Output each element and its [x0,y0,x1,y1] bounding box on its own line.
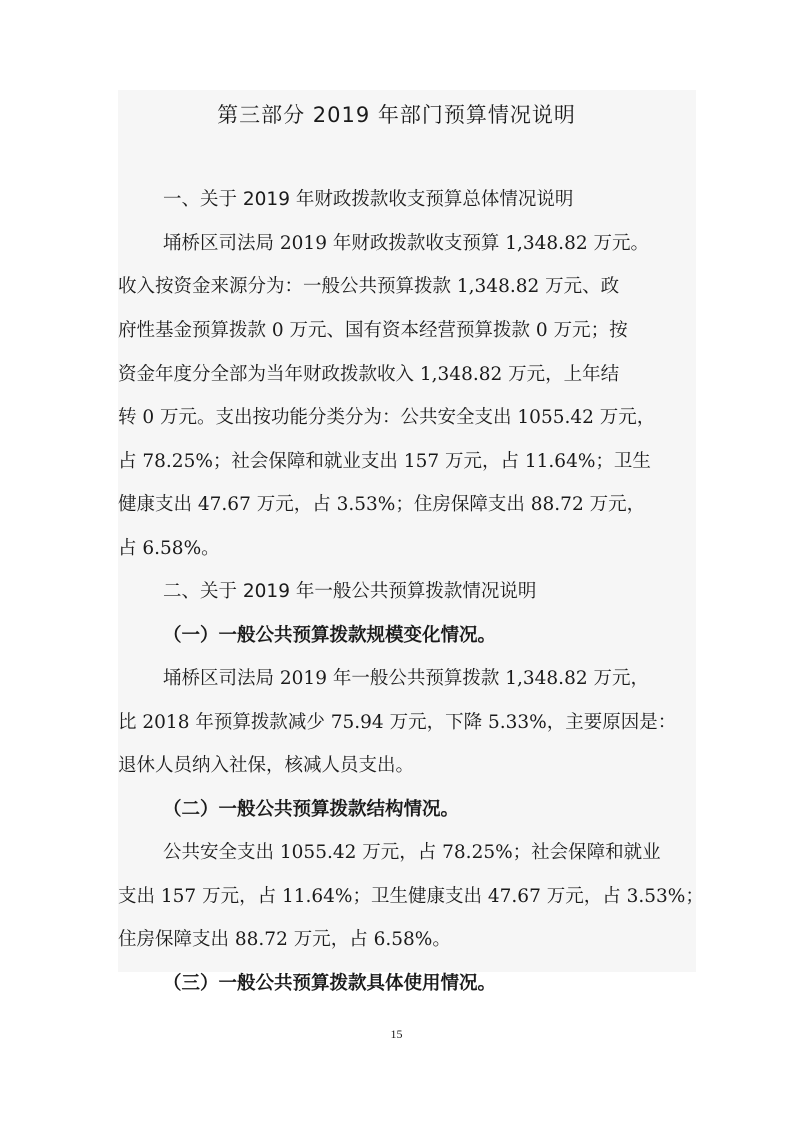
paragraph-line: 公共安全支出 1055.42 万元，占 78.25%；社会保障和就业 [163,842,661,863]
sub-heading-2: （二）一般公共预算拨款结构情况。 [163,799,460,820]
paragraph-line: 转 0 万元。支出按功能分类分为：公共安全支出 1055.42 万元， [118,407,656,428]
paragraph-line: 收入按资金来源分为：一般公共预算拨款 1,348.82 万元、政 [118,276,620,297]
paragraph-line: 占 78.25%；社会保障和就业支出 157 万元，占 11.64%；卫生 [118,451,651,472]
paragraph-line: 健康支出 47.67 万元，占 3.53%；住房保障支出 88.72 万元， [118,494,646,515]
paragraph-line: 埇桥区司法局 2019 年财政拨款收支预算 1,348.82 万元。 [163,233,649,254]
page-title: 第三部分 2019 年部门预算情况说明 [217,103,576,127]
paragraph-line: 埇桥区司法局 2019 年一般公共预算拨款 1,348.82 万元， [163,668,649,689]
paragraph-line: 退休人员纳入社保，核减人员支出。 [118,755,415,776]
paragraph-line: 支出 157 万元，占 11.64%；卫生健康支出 47.67 万元，占 3.53%； [118,886,704,907]
paragraph-line: 住房保障支出 88.72 万元，占 6.58%。 [118,929,451,950]
paragraph-line: 府性基金预算拨款 0 万元、国有资本经营预算拨款 0 万元；按 [118,320,628,341]
page-number: 15 [390,1027,403,1041]
section-heading-1: 一、关于 2019 年财政拨款收支预算总体情况说明 [163,189,574,210]
paragraph-line: 占 6.58%。 [118,538,220,559]
section-heading-2: 二、关于 2019 年一般公共预算拨款情况说明 [163,581,537,602]
paragraph-line: 比 2018 年预算拨款减少 75.94 万元，下降 5.33%，主要原因是： [118,712,677,733]
paragraph-line: 资金年度分全部为当年财政拨款收入 1,348.82 万元，上年结 [118,364,620,385]
sub-heading-3: （三）一般公共预算拨款具体使用情况。 [163,973,497,994]
sub-heading-1: （一）一般公共预算拨款规模变化情况。 [163,625,497,646]
